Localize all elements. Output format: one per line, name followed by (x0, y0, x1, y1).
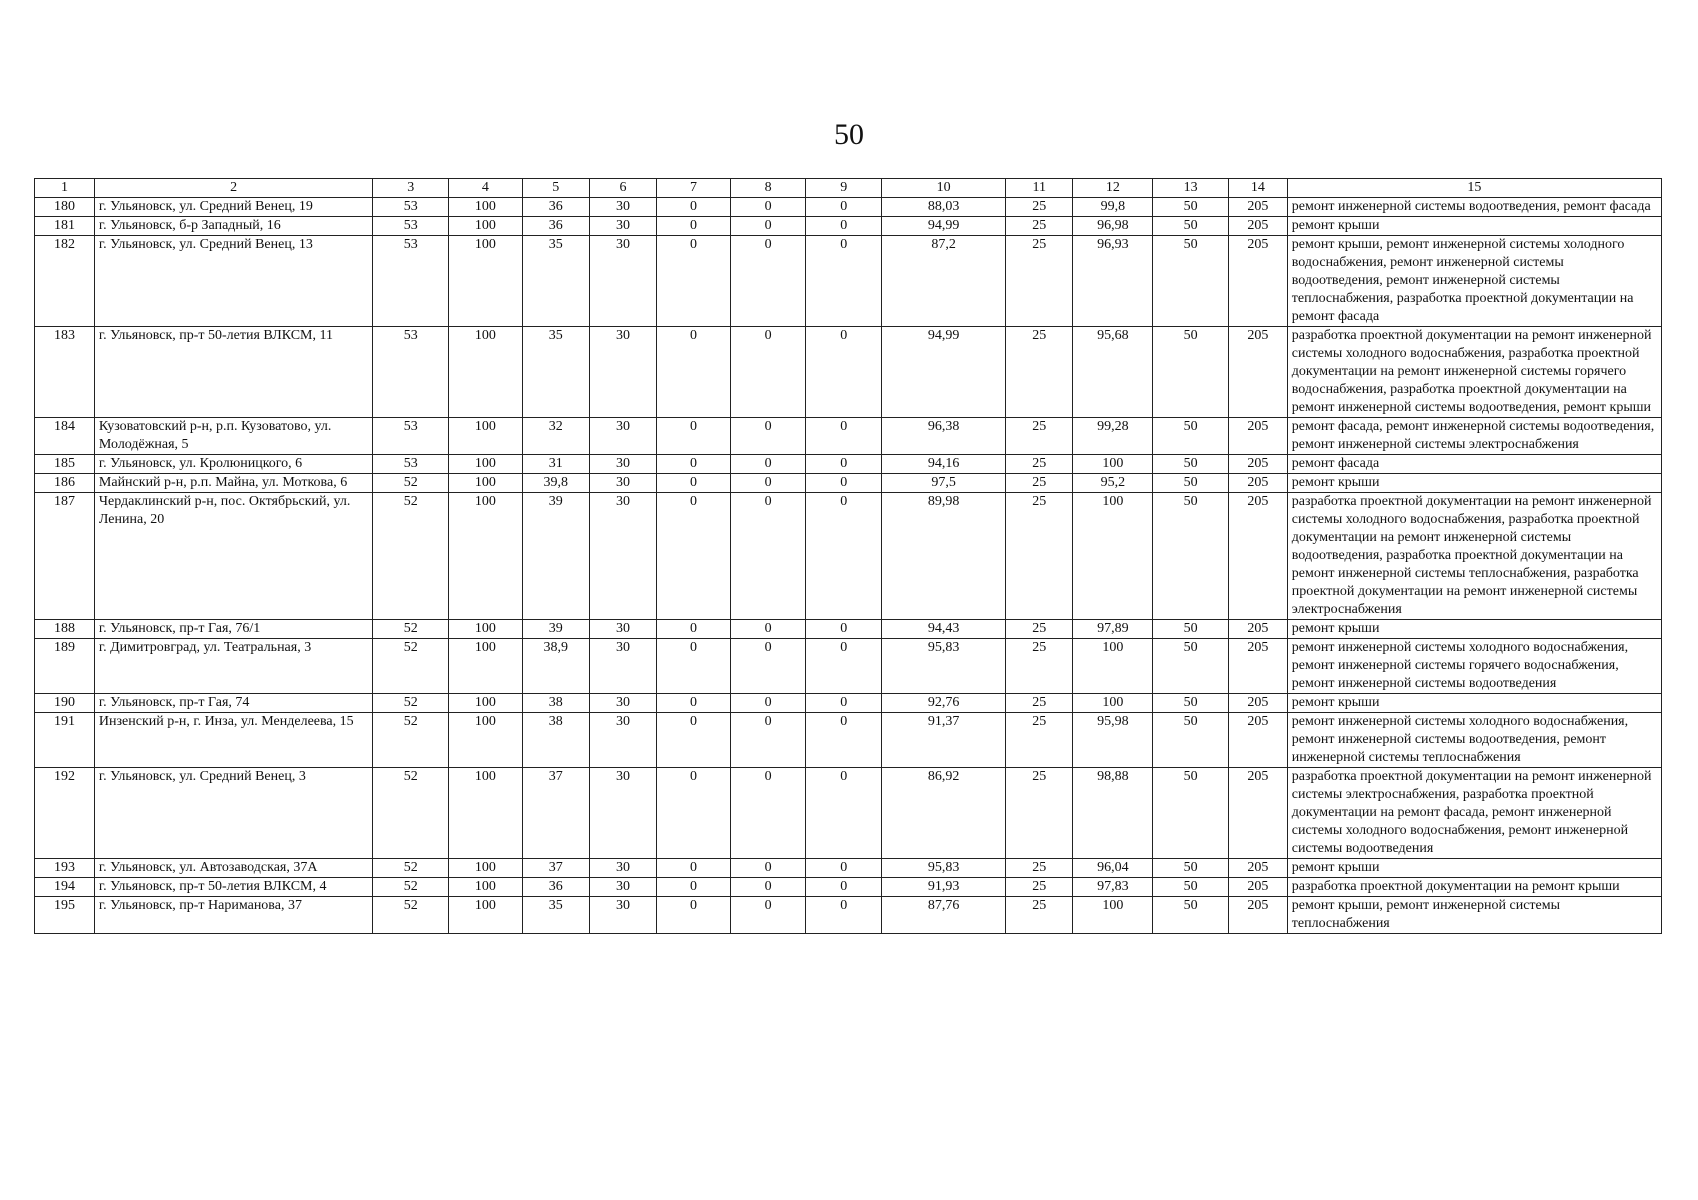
column-header: 15 (1287, 179, 1661, 198)
table-row (35, 713, 1662, 768)
value-cell: 88,03 (882, 198, 1006, 217)
value-cell: 89,98 (882, 493, 1006, 620)
value-cell: 95,2 (1073, 474, 1153, 493)
value-cell: 100 (449, 897, 523, 934)
value-cell: 30 (589, 327, 656, 418)
table-row (35, 859, 1662, 878)
table-row (35, 620, 1662, 639)
value-cell: 0 (657, 198, 731, 217)
value-cell: 0 (657, 694, 731, 713)
value-cell: 50 (1153, 418, 1229, 455)
value-cell: 0 (806, 198, 882, 217)
value-cell: 0 (657, 493, 731, 620)
value-cell: 0 (730, 198, 806, 217)
column-header: 4 (449, 179, 523, 198)
total-cell: 205 (1228, 768, 1287, 859)
row-number: 195 (35, 897, 95, 934)
value-cell: 0 (806, 493, 882, 620)
table-row (35, 878, 1662, 897)
works-cell: ремонт инженерной системы холодного водоснабжения, ремонт инженерной системы водоотведения, ремонт инженерной системы теплоснабжения (1287, 713, 1661, 768)
value-cell: 52 (373, 859, 449, 878)
value-cell: 30 (589, 455, 656, 474)
table-row (35, 327, 1662, 418)
row-number: 187 (35, 493, 95, 620)
value-cell: 94,99 (882, 327, 1006, 418)
value-cell: 50 (1153, 713, 1229, 768)
table-row (35, 418, 1662, 455)
value-cell: 50 (1153, 859, 1229, 878)
table-row (35, 236, 1662, 327)
value-cell: 53 (373, 217, 449, 236)
value-cell: 30 (589, 713, 656, 768)
value-cell: 30 (589, 198, 656, 217)
value-cell: 0 (657, 859, 731, 878)
value-cell: 100 (449, 217, 523, 236)
value-cell: 0 (730, 474, 806, 493)
value-cell: 25 (1006, 217, 1073, 236)
value-cell: 25 (1006, 639, 1073, 694)
row-number: 188 (35, 620, 95, 639)
total-cell: 205 (1228, 639, 1287, 694)
total-cell: 205 (1228, 198, 1287, 217)
value-cell: 0 (657, 897, 731, 934)
value-cell: 0 (657, 418, 731, 455)
works-cell: ремонт крыши (1287, 620, 1661, 639)
value-cell: 100 (449, 620, 523, 639)
row-number: 192 (35, 768, 95, 859)
row-number: 190 (35, 694, 95, 713)
value-cell: 25 (1006, 236, 1073, 327)
value-cell: 32 (522, 418, 589, 455)
value-cell: 30 (589, 897, 656, 934)
total-cell: 205 (1228, 897, 1287, 934)
value-cell: 25 (1006, 897, 1073, 934)
address-cell: г. Ульяновск, ул. Средний Венец, 13 (94, 236, 373, 327)
works-cell: ремонт крыши (1287, 217, 1661, 236)
value-cell: 30 (589, 474, 656, 493)
value-cell: 100 (1073, 493, 1153, 620)
value-cell: 94,99 (882, 217, 1006, 236)
value-cell: 0 (657, 713, 731, 768)
value-cell: 37 (522, 768, 589, 859)
works-cell: ремонт крыши, ремонт инженерной системы холодного водоснабжения, ремонт инженерной системы водоотведения, ремонт инженерной системы теплоснабжения, разработка проектной документации на ремонт фасада (1287, 236, 1661, 327)
value-cell: 92,76 (882, 694, 1006, 713)
value-cell: 0 (657, 455, 731, 474)
value-cell: 38 (522, 694, 589, 713)
value-cell: 0 (806, 418, 882, 455)
value-cell: 0 (806, 474, 882, 493)
table-row (35, 217, 1662, 236)
value-cell: 96,38 (882, 418, 1006, 455)
works-cell: разработка проектной документации на ремонт инженерной системы холодного водоснабжения, разработка проектной документации на ремонт инженерной системы водоотведения, разработка проектной документации на ремонт инженерной системы теплоснабжения, разработка проектной документации на ремонт инженерной системы электроснабжения (1287, 493, 1661, 620)
value-cell: 97,5 (882, 474, 1006, 493)
value-cell: 52 (373, 694, 449, 713)
value-cell: 95,98 (1073, 713, 1153, 768)
value-cell: 50 (1153, 455, 1229, 474)
value-cell: 100 (449, 474, 523, 493)
address-cell: Чердаклинский р-н, пос. Октябрьский, ул. Ленина, 20 (94, 493, 373, 620)
value-cell: 87,2 (882, 236, 1006, 327)
value-cell: 25 (1006, 327, 1073, 418)
table-row (35, 455, 1662, 474)
works-cell: ремонт крыши (1287, 859, 1661, 878)
value-cell: 0 (730, 418, 806, 455)
value-cell: 99,8 (1073, 198, 1153, 217)
table-row (35, 493, 1662, 620)
value-cell: 52 (373, 897, 449, 934)
column-header: 14 (1228, 179, 1287, 198)
works-cell: ремонт инженерной системы водоотведения, ремонт фасада (1287, 198, 1661, 217)
value-cell: 91,93 (882, 878, 1006, 897)
value-cell: 100 (449, 455, 523, 474)
value-cell: 35 (522, 897, 589, 934)
value-cell: 97,89 (1073, 620, 1153, 639)
value-cell: 25 (1006, 418, 1073, 455)
value-cell: 50 (1153, 493, 1229, 620)
address-cell: г. Ульяновск, пр-т 50-летия ВЛКСМ, 11 (94, 327, 373, 418)
value-cell: 0 (730, 236, 806, 327)
total-cell: 205 (1228, 859, 1287, 878)
value-cell: 98,88 (1073, 768, 1153, 859)
value-cell: 35 (522, 327, 589, 418)
value-cell: 25 (1006, 768, 1073, 859)
value-cell: 0 (657, 639, 731, 694)
value-cell: 25 (1006, 474, 1073, 493)
value-cell: 30 (589, 418, 656, 455)
works-cell: ремонт фасада, ремонт инженерной системы водоотведения, ремонт инженерной системы электроснабжения (1287, 418, 1661, 455)
value-cell: 30 (589, 694, 656, 713)
row-number: 182 (35, 236, 95, 327)
table-row (35, 474, 1662, 493)
table-row (35, 198, 1662, 217)
value-cell: 100 (1073, 897, 1153, 934)
value-cell: 0 (657, 327, 731, 418)
value-cell: 100 (449, 198, 523, 217)
value-cell: 53 (373, 236, 449, 327)
value-cell: 25 (1006, 198, 1073, 217)
value-cell: 30 (589, 639, 656, 694)
value-cell: 0 (657, 620, 731, 639)
value-cell: 100 (449, 694, 523, 713)
value-cell: 0 (657, 768, 731, 859)
value-cell: 0 (806, 694, 882, 713)
value-cell: 50 (1153, 768, 1229, 859)
value-cell: 91,37 (882, 713, 1006, 768)
value-cell: 0 (806, 217, 882, 236)
works-cell: ремонт инженерной системы холодного водоснабжения, ремонт инженерной системы горячего водоснабжения, ремонт инженерной системы водоотведения (1287, 639, 1661, 694)
value-cell: 50 (1153, 198, 1229, 217)
total-cell: 205 (1228, 694, 1287, 713)
total-cell: 205 (1228, 236, 1287, 327)
value-cell: 97,83 (1073, 878, 1153, 897)
value-cell: 52 (373, 474, 449, 493)
value-cell: 0 (730, 897, 806, 934)
total-cell: 205 (1228, 878, 1287, 897)
value-cell: 100 (449, 493, 523, 620)
address-cell: г. Ульяновск, ул. Средний Венец, 19 (94, 198, 373, 217)
value-cell: 39 (522, 620, 589, 639)
column-header: 2 (94, 179, 373, 198)
value-cell: 0 (730, 217, 806, 236)
value-cell: 25 (1006, 859, 1073, 878)
value-cell: 50 (1153, 236, 1229, 327)
row-number: 185 (35, 455, 95, 474)
value-cell: 0 (806, 859, 882, 878)
value-cell: 95,83 (882, 859, 1006, 878)
works-cell: ремонт крыши (1287, 694, 1661, 713)
value-cell: 0 (730, 327, 806, 418)
table-row (35, 694, 1662, 713)
value-cell: 30 (589, 878, 656, 897)
value-cell: 25 (1006, 620, 1073, 639)
value-cell: 50 (1153, 897, 1229, 934)
value-cell: 52 (373, 493, 449, 620)
value-cell: 0 (806, 236, 882, 327)
column-header: 8 (730, 179, 806, 198)
value-cell: 38 (522, 713, 589, 768)
value-cell: 36 (522, 217, 589, 236)
value-cell: 36 (522, 198, 589, 217)
value-cell: 37 (522, 859, 589, 878)
value-cell: 50 (1153, 620, 1229, 639)
value-cell: 0 (657, 236, 731, 327)
row-number: 183 (35, 327, 95, 418)
address-cell: г. Ульяновск, пр-т Гая, 76/1 (94, 620, 373, 639)
value-cell: 50 (1153, 217, 1229, 236)
value-cell: 30 (589, 236, 656, 327)
table-row (35, 768, 1662, 859)
address-cell: г. Ульяновск, ул. Кролюницкого, 6 (94, 455, 373, 474)
row-number: 184 (35, 418, 95, 455)
value-cell: 30 (589, 859, 656, 878)
column-header: 6 (589, 179, 656, 198)
value-cell: 50 (1153, 878, 1229, 897)
value-cell: 0 (730, 878, 806, 897)
value-cell: 0 (806, 327, 882, 418)
value-cell: 0 (730, 713, 806, 768)
value-cell: 39 (522, 493, 589, 620)
value-cell: 0 (806, 878, 882, 897)
value-cell: 50 (1153, 327, 1229, 418)
address-cell: г. Ульяновск, пр-т 50-летия ВЛКСМ, 4 (94, 878, 373, 897)
value-cell: 53 (373, 327, 449, 418)
value-cell: 53 (373, 198, 449, 217)
value-cell: 100 (449, 236, 523, 327)
value-cell: 53 (373, 418, 449, 455)
value-cell: 100 (1073, 455, 1153, 474)
value-cell: 100 (449, 859, 523, 878)
value-cell: 25 (1006, 455, 1073, 474)
value-cell: 100 (449, 878, 523, 897)
column-number-row (35, 179, 1662, 198)
value-cell: 52 (373, 639, 449, 694)
value-cell: 30 (589, 217, 656, 236)
works-cell: ремонт фасада (1287, 455, 1661, 474)
value-cell: 30 (589, 768, 656, 859)
value-cell: 100 (449, 418, 523, 455)
row-number: 180 (35, 198, 95, 217)
value-cell: 100 (1073, 694, 1153, 713)
column-header: 13 (1153, 179, 1229, 198)
address-cell: Инзенский р-н, г. Инза, ул. Менделеева, 15 (94, 713, 373, 768)
value-cell: 100 (449, 639, 523, 694)
value-cell: 30 (589, 493, 656, 620)
total-cell: 205 (1228, 217, 1287, 236)
value-cell: 50 (1153, 694, 1229, 713)
value-cell: 52 (373, 878, 449, 897)
row-number: 186 (35, 474, 95, 493)
value-cell: 0 (806, 897, 882, 934)
column-header: 3 (373, 179, 449, 198)
value-cell: 25 (1006, 493, 1073, 620)
value-cell: 0 (806, 768, 882, 859)
address-cell: Кузоватовский р-н, р.п. Кузоватово, ул. Молодёжная, 5 (94, 418, 373, 455)
value-cell: 100 (449, 768, 523, 859)
value-cell: 0 (806, 713, 882, 768)
works-cell: разработка проектной документации на ремонт инженерной системы холодного водоснабжения, разработка проектной документации на ремонт инженерной системы горячего водоснабжения, разработка проектной документации на ремонт инженерной системы водоотведения, ремонт крыши (1287, 327, 1661, 418)
value-cell: 96,98 (1073, 217, 1153, 236)
value-cell: 0 (806, 620, 882, 639)
value-cell: 0 (657, 217, 731, 236)
value-cell: 35 (522, 236, 589, 327)
value-cell: 0 (730, 859, 806, 878)
value-cell: 95,83 (882, 639, 1006, 694)
total-cell: 205 (1228, 493, 1287, 620)
table-row (35, 639, 1662, 694)
value-cell: 0 (730, 455, 806, 474)
value-cell: 0 (806, 455, 882, 474)
value-cell: 94,16 (882, 455, 1006, 474)
value-cell: 0 (730, 768, 806, 859)
value-cell: 0 (730, 620, 806, 639)
value-cell: 95,68 (1073, 327, 1153, 418)
value-cell: 0 (657, 878, 731, 897)
column-header: 11 (1006, 179, 1073, 198)
value-cell: 100 (449, 327, 523, 418)
value-cell: 52 (373, 713, 449, 768)
value-cell: 52 (373, 620, 449, 639)
address-cell: г. Димитровград, ул. Театральная, 3 (94, 639, 373, 694)
value-cell: 0 (730, 639, 806, 694)
value-cell: 100 (1073, 639, 1153, 694)
works-cell: разработка проектной документации на ремонт инженерной системы электроснабжения, разработка проектной документации на ремонт фасада, ремонт инженерной системы холодного водоснабжения, ремонт инженерной системы водоотведения (1287, 768, 1661, 859)
total-cell: 205 (1228, 474, 1287, 493)
value-cell: 39,8 (522, 474, 589, 493)
value-cell: 50 (1153, 639, 1229, 694)
value-cell: 25 (1006, 713, 1073, 768)
row-number: 189 (35, 639, 95, 694)
address-cell: Майнский р-н, р.п. Майна, ул. Моткова, 6 (94, 474, 373, 493)
value-cell: 0 (657, 474, 731, 493)
column-header: 5 (522, 179, 589, 198)
total-cell: 205 (1228, 418, 1287, 455)
address-cell: г. Ульяновск, пр-т Нариманова, 37 (94, 897, 373, 934)
value-cell: 38,9 (522, 639, 589, 694)
column-header: 7 (657, 179, 731, 198)
works-cell: разработка проектной документации на ремонт крыши (1287, 878, 1661, 897)
value-cell: 31 (522, 455, 589, 474)
row-number: 194 (35, 878, 95, 897)
column-header: 1 (35, 179, 95, 198)
page-number: 50 (834, 118, 864, 151)
row-number: 193 (35, 859, 95, 878)
value-cell: 36 (522, 878, 589, 897)
value-cell: 100 (449, 713, 523, 768)
address-cell: г. Ульяновск, пр-т Гая, 74 (94, 694, 373, 713)
value-cell: 86,92 (882, 768, 1006, 859)
buildings-table (34, 178, 1662, 934)
row-number: 191 (35, 713, 95, 768)
address-cell: г. Ульяновск, б-р Западный, 16 (94, 217, 373, 236)
value-cell: 53 (373, 455, 449, 474)
value-cell: 50 (1153, 474, 1229, 493)
value-cell: 25 (1006, 878, 1073, 897)
value-cell: 30 (589, 620, 656, 639)
value-cell: 87,76 (882, 897, 1006, 934)
value-cell: 96,93 (1073, 236, 1153, 327)
value-cell: 0 (730, 493, 806, 620)
total-cell: 205 (1228, 327, 1287, 418)
address-cell: г. Ульяновск, ул. Средний Венец, 3 (94, 768, 373, 859)
column-header: 9 (806, 179, 882, 198)
column-header: 12 (1073, 179, 1153, 198)
total-cell: 205 (1228, 713, 1287, 768)
total-cell: 205 (1228, 620, 1287, 639)
value-cell: 0 (730, 694, 806, 713)
value-cell: 52 (373, 768, 449, 859)
table-row (35, 897, 1662, 934)
row-number: 181 (35, 217, 95, 236)
value-cell: 25 (1006, 694, 1073, 713)
total-cell: 205 (1228, 455, 1287, 474)
works-cell: ремонт крыши (1287, 474, 1661, 493)
value-cell: 94,43 (882, 620, 1006, 639)
value-cell: 96,04 (1073, 859, 1153, 878)
address-cell: г. Ульяновск, ул. Автозаводская, 37А (94, 859, 373, 878)
works-cell: ремонт крыши, ремонт инженерной системы теплоснабжения (1287, 897, 1661, 934)
value-cell: 0 (806, 639, 882, 694)
value-cell: 99,28 (1073, 418, 1153, 455)
column-header: 10 (882, 179, 1006, 198)
